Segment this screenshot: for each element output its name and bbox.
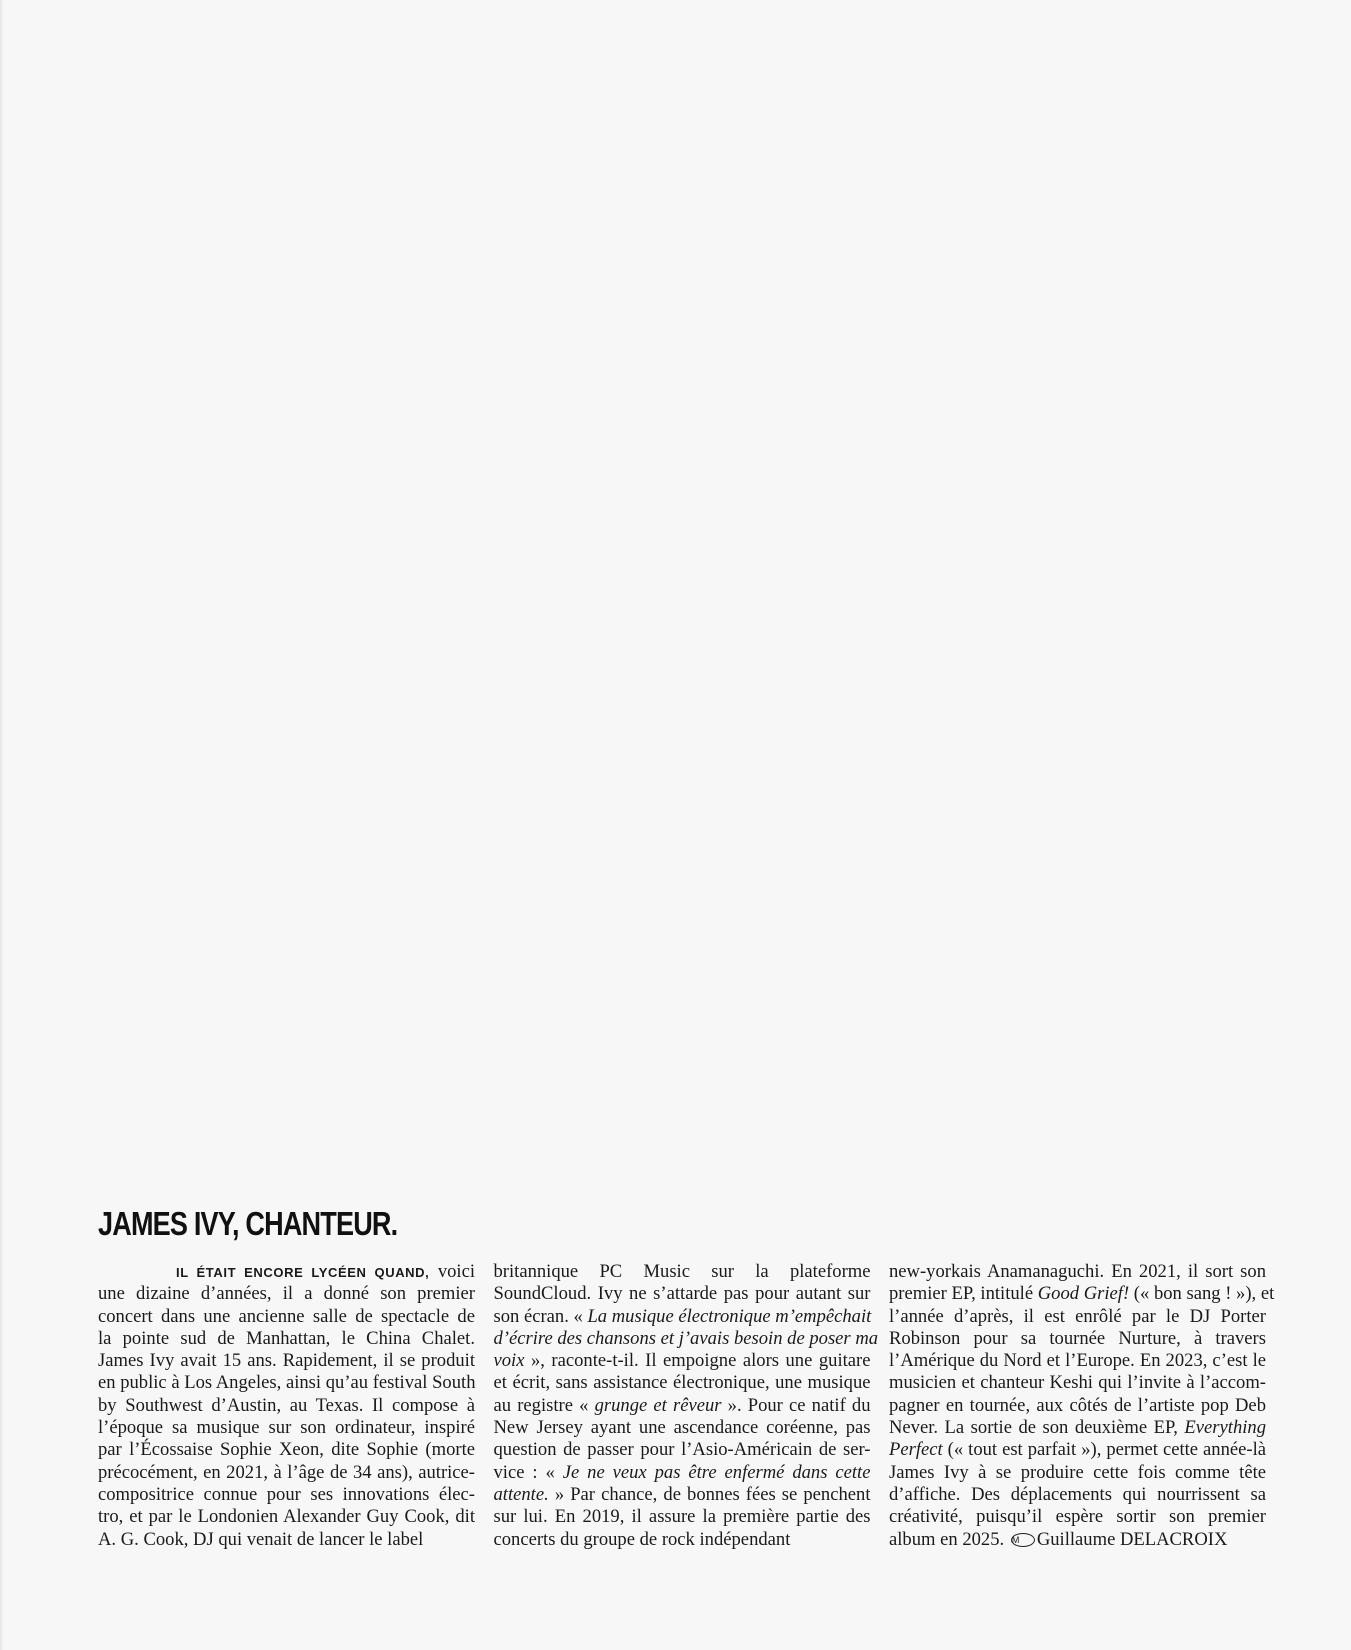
text-line — [98, 1529, 475, 1551]
body-text: SoundCloud. Ivy ne s’attarde pas pour autant sur — [493, 1283, 871, 1305]
body-text: une dizaine d’années, il a donné son premier — [98, 1283, 475, 1305]
article-column-3 — [889, 1261, 1275, 1551]
article-column-1 — [98, 1261, 475, 1551]
text-line — [98, 1372, 475, 1394]
page-edge — [0, 0, 3, 1650]
text-line — [98, 1283, 475, 1305]
body-text: son écran. « — [493, 1305, 588, 1327]
text-line — [98, 1417, 475, 1439]
body-text: Never. La sortie de son deuxième EP, — [889, 1417, 1185, 1439]
body-text: » Par chance, de bonnes fées se penchent — [548, 1483, 871, 1505]
body-text: concert dans une ancienne salle de spectacle de — [98, 1305, 475, 1327]
body-text: concerts du groupe de rock indépendant — [493, 1528, 791, 1550]
text-line — [889, 1417, 1266, 1439]
body-text: l’époque sa musique sur son ordinateur, inspiré — [98, 1417, 475, 1439]
text-line — [889, 1439, 1266, 1461]
italic-quote-text: grunge et rêveur — [594, 1394, 722, 1416]
body-text: New Jersey ayant une ascendance coréenne, pas — [493, 1417, 871, 1439]
italic-quote-text: Good Grief! — [1037, 1283, 1130, 1305]
body-text: album en 2025. — [889, 1528, 1005, 1550]
lead-in: IL ÉTAIT ENCORE LYCÉEN QUAND, — [176, 1265, 430, 1280]
body-text: A. G. Cook, DJ qui venait de lancer le label — [98, 1528, 424, 1550]
text-line — [98, 1484, 475, 1506]
text-line — [494, 1395, 871, 1417]
body-text: compositrice connue pour ses innovations élec- — [98, 1483, 475, 1505]
body-text: l’année d’après, il est enrôlé par le DJ Porter — [889, 1305, 1266, 1327]
text-line — [494, 1417, 871, 1439]
text-line — [494, 1506, 871, 1528]
body-text: tro, et par le Londonien Alexander Guy Cook, dit — [98, 1506, 475, 1528]
body-text: premier EP, intitulé — [889, 1283, 1038, 1305]
body-text: au registre « — [493, 1394, 595, 1416]
body-text: James Ivy avait 15 ans. Rapidement, il se produit — [98, 1350, 475, 1372]
text-line — [98, 1506, 475, 1528]
text-line — [494, 1462, 871, 1484]
le-monde-m-badge-icon: M — [1011, 1533, 1035, 1547]
body-text: (« tout est parfait »), permet cette année-là — [942, 1439, 1266, 1461]
text-line — [889, 1395, 1266, 1417]
text-line — [889, 1283, 1275, 1305]
body-text: en public à Los Angeles, ainsi qu’au festival South — [98, 1372, 476, 1394]
body-text: vice : « — [493, 1461, 563, 1483]
body-text: d’affiche. Des déplacements qui nourrissent sa — [889, 1483, 1266, 1505]
body-text: par l’Écossaise Sophie Xeon, dite Sophie (morte — [98, 1439, 475, 1461]
body-text: et écrit, sans assistance électronique, une musique — [493, 1372, 871, 1394]
italic-quote-text: d’écrire des chansons et j’avais besoin de poser ma — [493, 1327, 879, 1349]
text-line — [494, 1439, 871, 1461]
body-text: Robinson pour sa tournée Nurture, à travers — [889, 1327, 1266, 1349]
body-text: by Southwest d’Austin, au Texas. Il compose à — [98, 1394, 475, 1416]
text-line — [889, 1484, 1266, 1506]
text-line — [98, 1261, 475, 1283]
body-text: musicien et chanteur Keshi qui l’invite à l’accom- — [889, 1372, 1266, 1394]
article-headline: JAMES IVY, CHANTEUR. — [98, 1205, 398, 1242]
text-line — [98, 1395, 475, 1417]
italic-quote-text: Perfect — [889, 1439, 943, 1461]
text-line — [494, 1306, 871, 1328]
body-text: question de passer pour l’Asio-Américain de ser- — [493, 1439, 871, 1461]
body-text: britannique PC Music sur la plateforme — [493, 1261, 871, 1282]
body-text: ». Pour ce natif du — [721, 1394, 871, 1416]
body-text: voici — [429, 1261, 475, 1282]
body-text: James Ivy à se produire cette fois comme tête — [889, 1461, 1266, 1483]
italic-quote-text: La musique électronique m’empêchait — [587, 1305, 872, 1327]
text-line — [98, 1439, 475, 1461]
text-line — [98, 1462, 475, 1484]
text-line — [494, 1484, 871, 1506]
text-line — [494, 1372, 871, 1394]
text-line — [889, 1462, 1266, 1484]
text-line — [98, 1306, 475, 1328]
body-text: créativité, puisqu’il espère sortir son premier — [889, 1506, 1266, 1528]
text-line — [494, 1261, 871, 1283]
body-text: sur lui. En 2019, il assure la première partie des — [493, 1506, 871, 1528]
text-line — [889, 1506, 1266, 1528]
body-text: précocément, en 2021, à l’âge de 34 ans), autrice- — [98, 1461, 475, 1483]
text-line — [889, 1306, 1266, 1328]
body-text: pagner en tournée, aux côtés de l’artiste pop Deb — [889, 1394, 1266, 1416]
text-line — [494, 1283, 871, 1305]
body-text: la pointe sud de Manhattan, le China Chalet. — [98, 1327, 475, 1349]
text-line — [98, 1328, 475, 1350]
text-line — [494, 1350, 871, 1372]
text-line — [889, 1328, 1266, 1350]
italic-quote-text: Everything — [1184, 1417, 1266, 1439]
italic-quote-text: Je ne veux pas être enfermé dans cette — [562, 1461, 871, 1483]
italic-quote-text: attente. — [493, 1483, 549, 1505]
text-line — [493, 1327, 879, 1350]
text-line — [889, 1529, 1266, 1551]
article-column-2 — [493, 1261, 879, 1551]
author-signature: Guillaume DELACROIX — [1036, 1528, 1228, 1550]
article-body — [98, 1261, 1275, 1551]
body-text: (« bon sang ! »), et — [1129, 1283, 1275, 1305]
text-line — [889, 1261, 1266, 1283]
text-line — [889, 1372, 1266, 1394]
body-text: », raconte-t-il. Il empoigne alors une guitare — [524, 1350, 871, 1372]
text-line — [889, 1350, 1266, 1372]
italic-quote-text: voix — [493, 1350, 525, 1372]
body-text: new-yorkais Anamanaguchi. En 2021, il sort son — [889, 1261, 1266, 1282]
text-line — [98, 1350, 475, 1372]
body-text: l’Amérique du Nord et l’Europe. En 2023, c’est le — [889, 1350, 1266, 1372]
text-line — [494, 1529, 871, 1551]
